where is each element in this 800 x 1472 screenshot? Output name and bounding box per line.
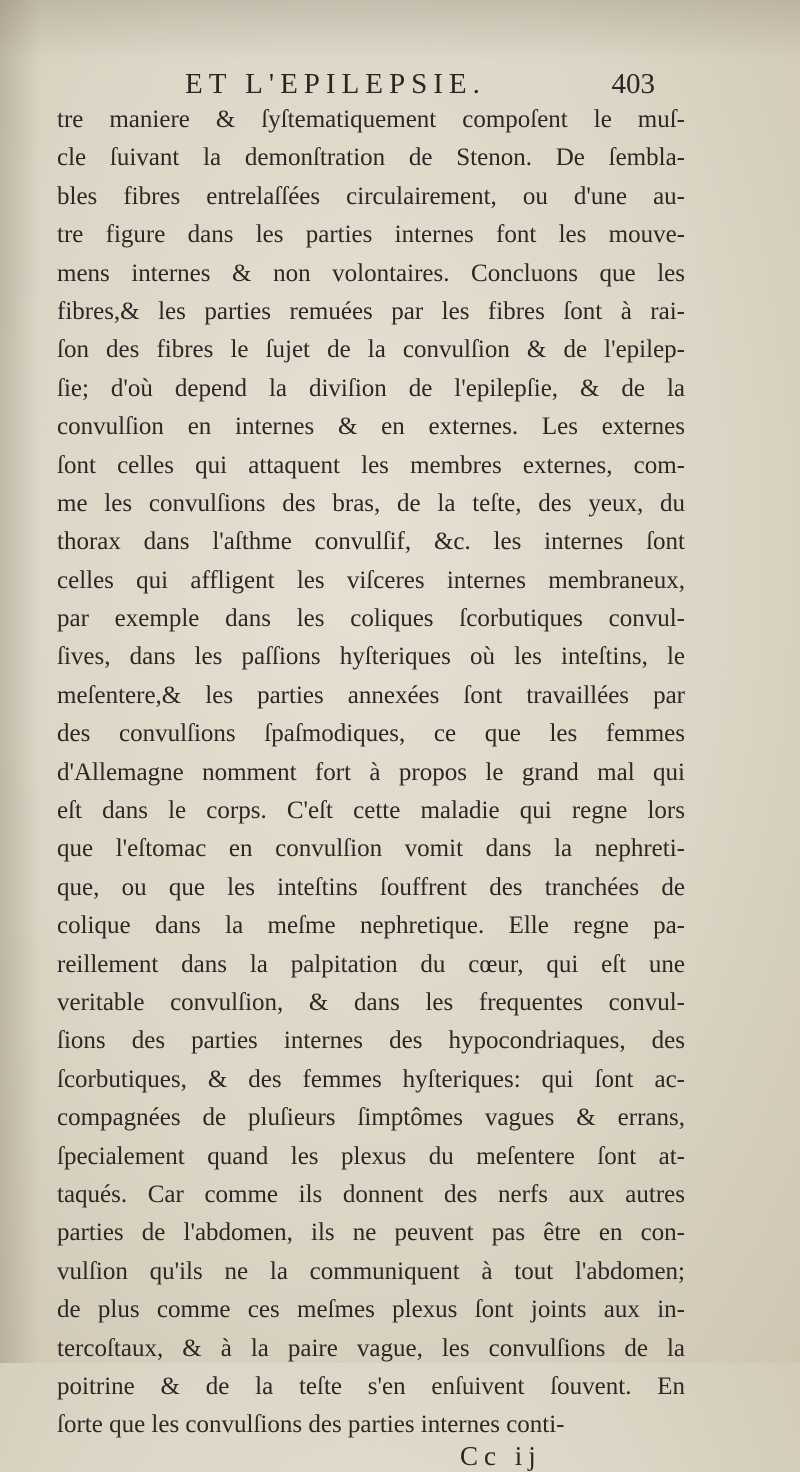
text-line: poitrine & de la teſte s'en enſuivent ſouvent. En <box>57 1372 685 1400</box>
body-text <box>57 101 685 1445</box>
text-line: d'Allemagne nomment fort à propos le grand mal qui <box>57 758 685 786</box>
running-title: ET L'EPILEPSIE. <box>185 68 486 100</box>
text-line: par exemple dans les coliques ſcorbutiques convul- <box>57 605 685 633</box>
text-line: veritable convulſion, & dans les frequentes convul- <box>57 988 685 1016</box>
running-head <box>185 68 655 104</box>
text-line: eſt dans le corps. C'eſt cette maladie qui regne lors <box>57 797 685 825</box>
text-line: compagnées de pluſieurs ſimptômes vagues & errans, <box>57 1104 685 1132</box>
text-line: ſpecialement quand les plexus du meſentere ſont at- <box>57 1142 685 1170</box>
text-line: bles fibres entrelaſſées circulairement, ou d'une au- <box>57 182 685 210</box>
text-line: vulſion qu'ils ne la communiquent à tout l'abdomen; <box>57 1257 685 1285</box>
page-number: 403 <box>611 68 655 100</box>
text-line: ſie; d'où depend la diviſion de l'epilepſie, & de la <box>57 374 685 402</box>
text-line: taqués. Car comme ils donnent des nerfs aux autres <box>57 1180 685 1208</box>
text-line: me les convulſions des bras, de la teſte, des yeux, du <box>57 489 685 517</box>
text-line: de plus comme ces meſmes plexus ſont joints aux in- <box>57 1296 685 1324</box>
text-line: mens internes & non volontaires. Concluons que les <box>57 259 685 287</box>
text-line: ſives, dans les paſſions hyſteriques où les inteſtins, le <box>57 643 685 671</box>
page-shadow-left <box>0 0 40 1363</box>
text-line: des convulſions ſpaſmodiques, ce que les femmes <box>57 720 685 748</box>
text-line: ſcorbutiques, & des femmes hyſteriques: qui ſont ac- <box>57 1065 685 1093</box>
text-line: reillement dans la palpitation du cœur, qui eſt une <box>57 950 685 978</box>
text-line: meſentere,& les parties annexées ſont travaillées par <box>57 681 685 709</box>
text-line: ſon des fibres le ſujet de la convulſion & de l'epilep- <box>57 336 685 364</box>
text-line: tercoſtaux, & à la paire vague, les convulſions de la <box>57 1334 685 1362</box>
text-line: tre figure dans les parties internes font les mouve- <box>57 221 685 249</box>
text-line: tre maniere & ſyſtematiquement compoſent le muſ- <box>57 106 685 133</box>
text-line: parties de l'abdomen, ils ne peuvent pas être en con- <box>57 1219 685 1247</box>
page-shadow-top <box>0 0 800 60</box>
text-line: thorax dans l'aſthme convulſif, &c. les internes ſont <box>57 528 685 556</box>
text-line: que, ou que les inteſtins ſouffrent des tranchées de <box>57 873 685 901</box>
text-line: cle ſuivant la demonſtration de Stenon. De ſembla- <box>57 144 685 172</box>
text-line: que l'eſtomac en convulſion vomit dans la nephreti- <box>57 835 685 863</box>
signature-mark: Cc ij <box>460 1441 542 1471</box>
text-line: fibres,& les parties remuées par les fibres ſont à rai- <box>57 297 685 325</box>
text-line: colique dans la meſme nephretique. Elle regne pa- <box>57 912 685 940</box>
text-line: ſont celles qui attaquent les membres externes, com- <box>57 451 685 479</box>
text-line: ſorte que les convulſions des parties internes conti- <box>57 1411 565 1439</box>
text-line: ſions des parties internes des hypocondriaques, des <box>57 1027 685 1055</box>
text-line: celles qui affligent les viſceres internes membraneux, <box>57 566 685 594</box>
text-line: convulſion en internes & en externes. Les externes <box>57 413 685 441</box>
